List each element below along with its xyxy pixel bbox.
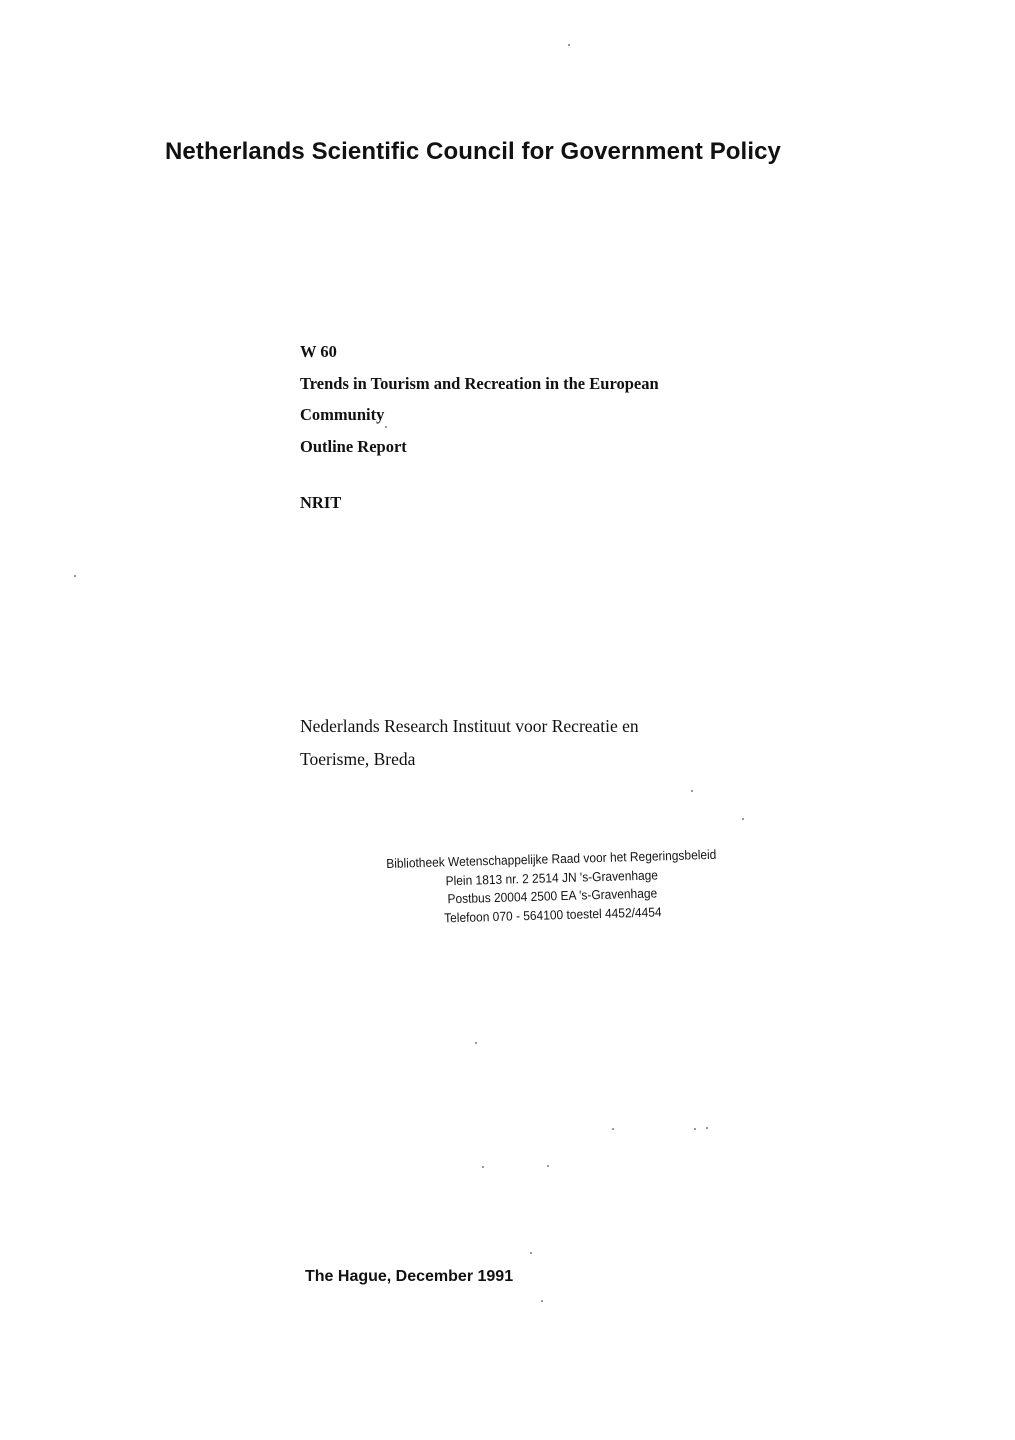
scan-speck	[475, 1042, 477, 1044]
author-abbreviation: NRIT	[300, 493, 342, 512]
report-title-line-2: Community	[300, 405, 385, 424]
report-subtitle: Outline Report	[300, 436, 407, 456]
stamp-line-4: Telefoon 070 - 564100 toestel 4452/4454	[443, 903, 662, 925]
scan-speck	[612, 1128, 614, 1130]
stamp-line-3: Postbus 20004 2500 EA 's-Gravenhage	[447, 885, 658, 907]
report-block	[300, 336, 659, 462]
stamp-line-1: Bibliotheek Wetenschappelijke Raad voor het Regeringsbeleid	[386, 846, 717, 871]
scan-speck	[706, 1127, 708, 1129]
report-title-line-1: Trends in Tourism and Recreation in the European	[300, 373, 659, 393]
series-number: W 60	[300, 342, 337, 361]
place-date: The Hague, December 1991	[305, 1268, 514, 1285]
scan-speck	[74, 575, 76, 577]
scan-speck	[694, 1128, 696, 1130]
council-title: Netherlands Scientific Council for Government Policy	[165, 138, 781, 165]
scan-speck	[691, 790, 693, 792]
scan-speck	[530, 1252, 532, 1254]
institute-line-1: Nederlands Research Instituut voor Recreatie en	[300, 716, 639, 736]
scan-speck	[547, 1165, 549, 1167]
library-stamp	[386, 846, 718, 929]
institute-block	[300, 710, 639, 776]
stamp-line-2: Plein 1813 nr. 2 2514 JN 's-Gravenhage	[445, 866, 659, 888]
institute-line-2: Toerisme, Breda	[300, 749, 416, 769]
scan-speck	[482, 1166, 484, 1168]
scan-speck	[568, 44, 570, 46]
scan-speck	[385, 426, 387, 428]
scan-speck	[541, 1300, 543, 1302]
scan-speck	[742, 818, 744, 820]
